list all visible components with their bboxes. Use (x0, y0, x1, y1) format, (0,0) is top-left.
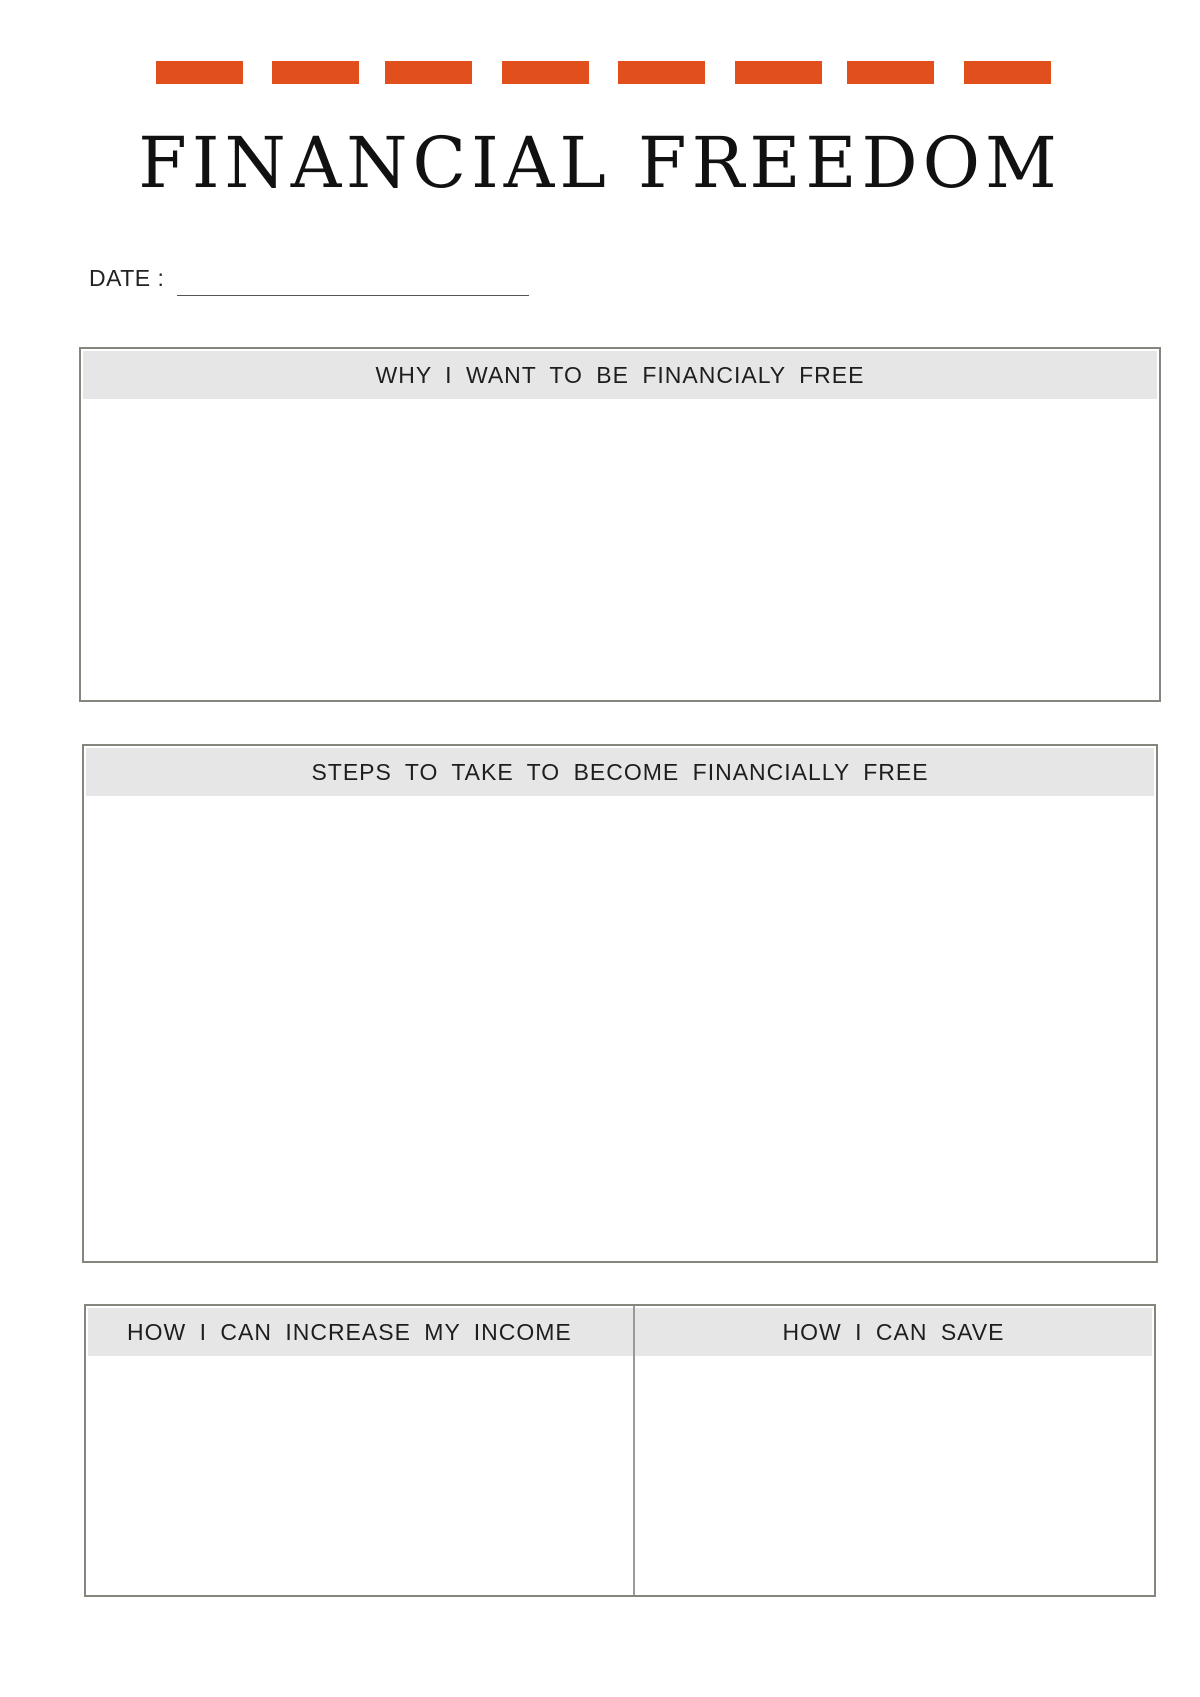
increase-income-heading-text: HOW I CAN INCREASE MY INCOME (127, 1319, 572, 1345)
income-save-box (84, 1304, 1156, 1597)
decorative-dash (618, 61, 705, 84)
increase-income-writing-area[interactable] (88, 1356, 633, 1593)
why-financially-free-heading: WHY I WANT TO BE FINANCIALY FREE (83, 351, 1157, 399)
page-title: FINANCIAL FREEDOM (138, 122, 1062, 204)
steps-to-take-writing-area[interactable] (86, 796, 1154, 1259)
steps-to-take-box (82, 744, 1158, 1263)
date-label: DATE : (89, 265, 165, 291)
why-financially-free-box (79, 347, 1161, 702)
how-i-can-save-heading (635, 1308, 1152, 1356)
how-i-can-save-writing-area[interactable] (635, 1356, 1152, 1593)
how-i-can-save-heading-text: HOW I CAN SAVE (782, 1319, 1005, 1345)
increase-income-heading (88, 1308, 633, 1356)
decorative-dash (272, 61, 359, 84)
why-financially-free-writing-area[interactable] (83, 399, 1157, 698)
decorative-dash (847, 61, 934, 84)
decorative-dash (385, 61, 472, 84)
date-input-line[interactable] (177, 295, 529, 296)
decorative-dash-row (0, 0, 1200, 100)
decorative-dash (502, 61, 589, 84)
decorative-dash (964, 61, 1051, 84)
decorative-dash (735, 61, 822, 84)
decorative-dash (156, 61, 243, 84)
steps-to-take-heading: STEPS TO TAKE TO BECOME FINANCIALLY FREE (86, 748, 1154, 796)
